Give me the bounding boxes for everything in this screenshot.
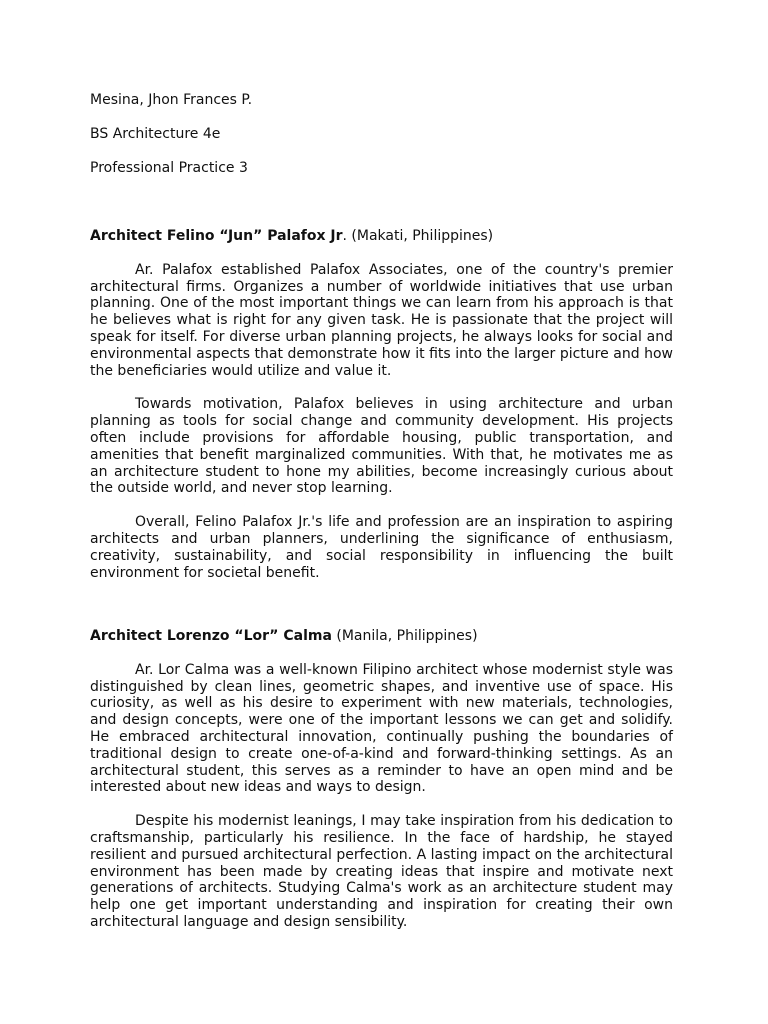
section-paragraph: Despite his modernist leanings, I may take inspiration from his dedication to craftsmanship, particularly his resilience. In the face of hardship, he stayed resilient and pursued architectural perfection. A lasting impact on the architectural environment has been made by creating ideas that inspire and motivate next generations of architects. Studying Calma's work as an architecture student may help one get important understanding and inspiration for creating their own architectural language and design sensibility. [90,813,673,930]
student-program: BS Architecture 4e [90,125,221,142]
student-name: Mesina, Jhon Frances P. [90,92,253,108]
section-calma [90,628,673,931]
section-heading [90,628,673,645]
section-palafox [90,228,673,581]
architect-location: (Manila, Philippines) [331,628,478,644]
document-page [90,92,673,930]
course-title: Professional Practice 3 [90,159,248,176]
section-paragraph: Ar. Palafox established Palafox Associates, one of the country's premier architectural firms. Organizes a number of worldwide initiatives that use urban planning. One of the most important things we can learn from his approach is that he believes what is right for any given task. He is passionate that the project will speak for itself. For diverse urban planning projects, he always looks for social and environmental aspects that demonstrate how it fits into the larger picture and how the beneficiaries would utilize and value it. [90,261,673,379]
section-paragraph: Towards motivation, Palafox believes in using architecture and urban planning as tools for social change and community development. His projects often include provisions for affordable housing, public transportation, and amenities that benefit marginalized communities. With that, he motivates me as an architecture student to hone my abilities, become increasingly curious about the outside world, and never stop learning. [90,396,673,497]
architect-name: Architect Lorenzo “Lor” Calma [90,628,332,644]
architect-location: . (Makati, Philippines) [342,228,494,244]
section-paragraph: Overall, Felino Palafox Jr.'s life and profession are an inspiration to aspiring architects and urban planners, underlining the significance of enthusiasm, creativity, sustainability, and social responsibility in influencing the built environment for societal benefit. [90,514,673,581]
section-paragraph: Ar. Lor Calma was a well-known Filipino architect whose modernist style was distinguished by clean lines, geometric shapes, and inventive use of space. His curiosity, as well as his desire to experiment with new materials, technologies, and design concepts, were one of the important lessons we can get and solidify. He embraced architectural innovation, continually pushing the boundaries of traditional design to create one-of-a-kind and forward-thinking settings. As an architectural student, this serves as a reminder to have an open mind and be interested about new ideas and ways to design. [90,661,673,796]
section-heading [90,228,673,245]
architect-name: Architect Felino “Jun” Palafox Jr [90,228,343,244]
